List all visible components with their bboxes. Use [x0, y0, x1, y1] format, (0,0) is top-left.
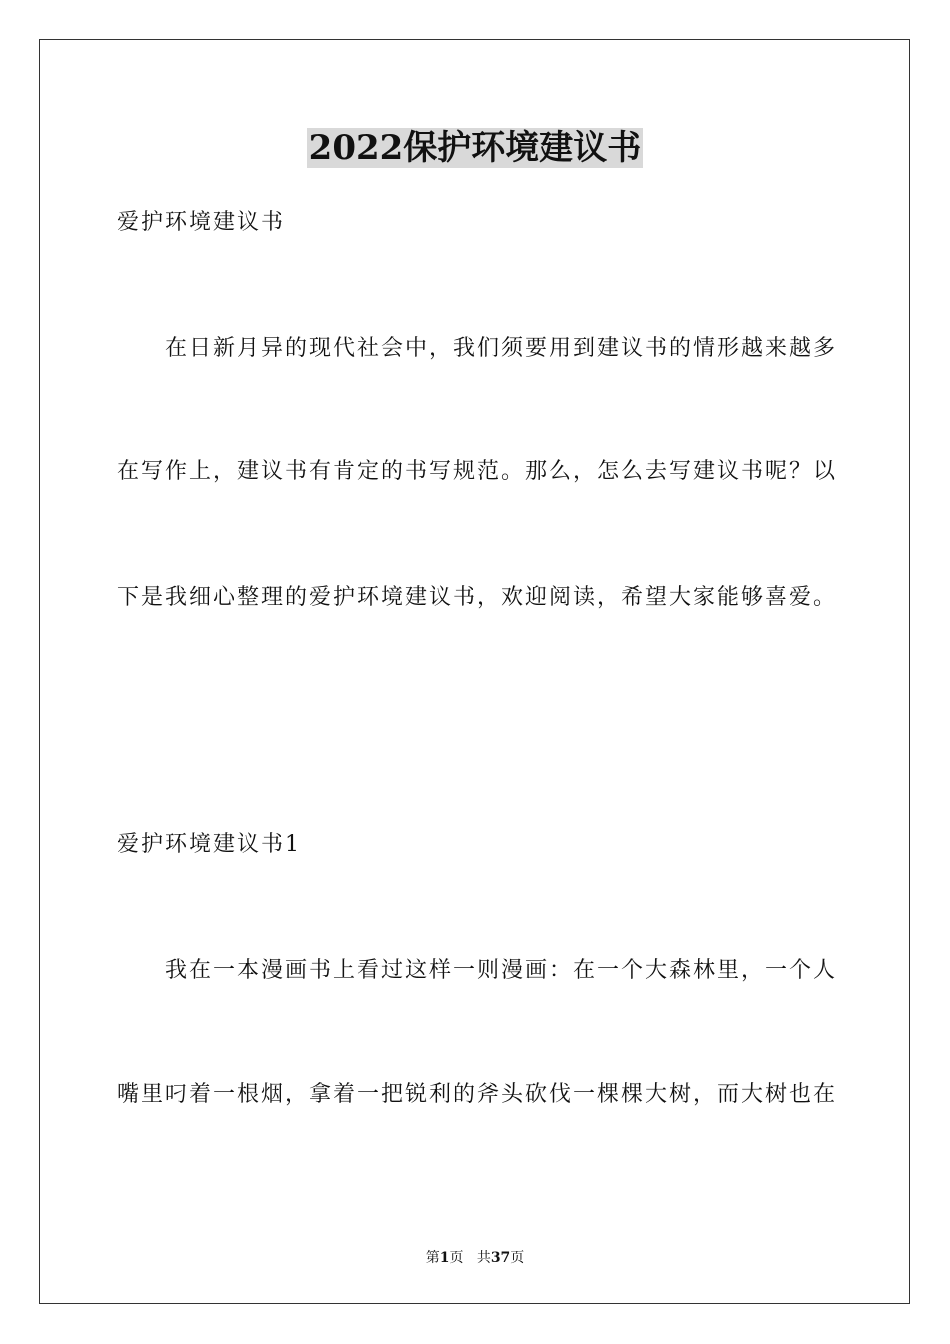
- section-heading: 爱护环境建议书1: [117, 832, 301, 857]
- paragraph-line: 嘴里叼着一根烟，拿着一把锐利的斧头砍伐一棵棵大树，而大树也在: [117, 1082, 838, 1107]
- footer-page-number: 1: [439, 1250, 450, 1266]
- paragraph-line: 在日新月异的现代社会中，我们须要用到建议书的情形越来越多: [165, 336, 838, 361]
- document-title: [0, 126, 950, 170]
- paragraph-line: 下是我细心整理的爱护环境建议书，欢迎阅读，希望大家能够喜爱。: [117, 585, 838, 610]
- paragraph-line: 在写作上，建议书有肯定的书写规范。那么，怎么去写建议书呢？以: [117, 459, 838, 484]
- footer-page-suffix: 页: [449, 1250, 464, 1266]
- document-title-text: 2022保护环境建议书: [308, 128, 642, 168]
- subtitle: 爱护环境建议书: [117, 210, 286, 235]
- footer-total-prefix: 共: [476, 1250, 491, 1266]
- paragraph-line: 我在一本漫画书上看过这样一则漫画：在一个大森林里，一个人: [165, 958, 838, 983]
- page-footer: [0, 1248, 950, 1268]
- footer-total-suffix: 页: [510, 1250, 525, 1266]
- footer-total-pages: 37: [490, 1250, 511, 1266]
- footer-prefix: 第: [425, 1250, 440, 1266]
